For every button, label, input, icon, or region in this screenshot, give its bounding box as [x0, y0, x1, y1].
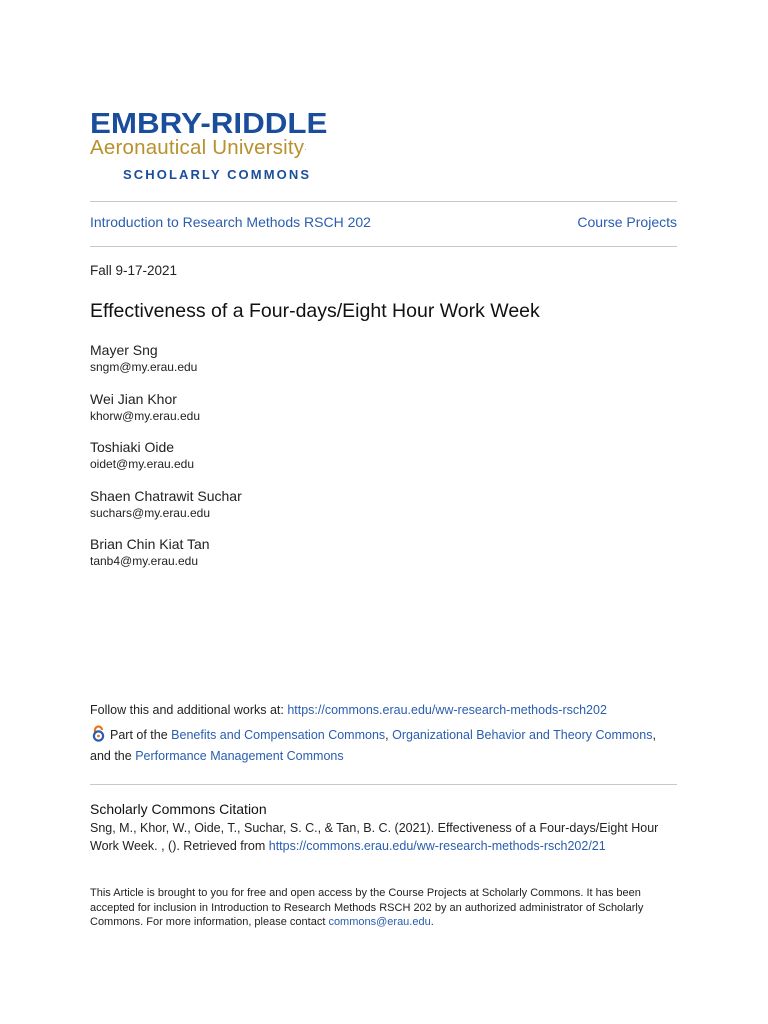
author-email: suchars@my.erau.edu — [90, 505, 211, 520]
partof-separator: , — [385, 728, 393, 742]
author-name: Shaen Chatrawit Suchar — [90, 487, 242, 504]
logo-trademark: . — [304, 143, 307, 152]
author-item — [90, 390, 490, 439]
logo-subtitle — [90, 136, 307, 160]
publication-date: Fall 9-17-2021 — [90, 263, 178, 278]
discipline-link-org-behavior[interactable]: Organizational Behavior and Theory Commons — [392, 728, 653, 742]
open-access-icon — [90, 725, 107, 742]
access-note-end: . — [430, 916, 434, 928]
citation-text — [90, 820, 690, 855]
author-name: Wei Jian Khor — [90, 390, 177, 407]
logo-wordmark: EMBRY-RIDDLE — [90, 108, 328, 140]
author-item — [90, 341, 490, 390]
access-note-text: This Article is brought to you for free and open access by the Course Projects at Scholarly Commons. It has been accepted for inclusion in Introduction to Research Methods RSCH 202 by an authorized administrator of Scholarly Commons. For more information, please contact — [90, 887, 644, 928]
series-link[interactable]: Introduction to Research Methods RSCH 202 — [90, 214, 371, 230]
logo-subtitle-text: Aeronautical University — [90, 136, 305, 159]
author-name: Toshiaki Oide — [90, 439, 175, 455]
author-email: sngm@my.erau.edu — [90, 360, 198, 374]
follow-text: Follow this and additional works at: — [90, 703, 288, 717]
contact-email-link[interactable]: commons@erau.edu — [328, 916, 431, 928]
access-note — [90, 886, 680, 930]
discipline-link-benefits[interactable]: Benefits and Compensation Commons — [171, 728, 386, 742]
author-name: Mayer Sng — [90, 342, 158, 358]
divider — [90, 784, 677, 785]
collection-link[interactable]: Course Projects — [577, 214, 677, 230]
partof-middle: , and the — [90, 728, 656, 763]
citation-body: Sng, M., Khor, W., Oide, T., Suchar, S. C., & Tan, B. C. (2021). Effectiveness of a Four-days/Eight Hour Work Week. , (). Retrieved from — [90, 821, 659, 853]
follow-line — [90, 703, 607, 717]
disciplines-line — [90, 725, 680, 767]
author-item — [90, 487, 490, 536]
divider — [90, 201, 677, 202]
author-email: oidet@my.erau.edu — [90, 457, 195, 471]
author-name: Brian Chin Kiat Tan — [90, 536, 210, 552]
partof-prefix: Part of the — [110, 728, 172, 742]
author-list — [90, 341, 490, 584]
author-item — [90, 535, 490, 584]
logo-scholarly-commons: SCHOLARLY COMMONS — [123, 167, 312, 182]
citation-url-link[interactable]: https://commons.erau.edu/ww-research-methods-rsch202/21 — [268, 838, 606, 853]
discipline-link-performance[interactable]: Performance Management Commons — [135, 749, 344, 763]
divider — [90, 246, 677, 247]
author-email: tanb4@my.erau.edu — [90, 554, 199, 568]
page-title: Effectiveness of a Four-days/Eight Hour Work Week — [90, 300, 540, 322]
collection-url-link[interactable]: https://commons.erau.edu/ww-research-methods-rsch202 — [287, 703, 607, 717]
author-item — [90, 438, 490, 487]
author-email: khorw@my.erau.edu — [90, 408, 201, 423]
citation-heading: Scholarly Commons Citation — [90, 801, 267, 817]
